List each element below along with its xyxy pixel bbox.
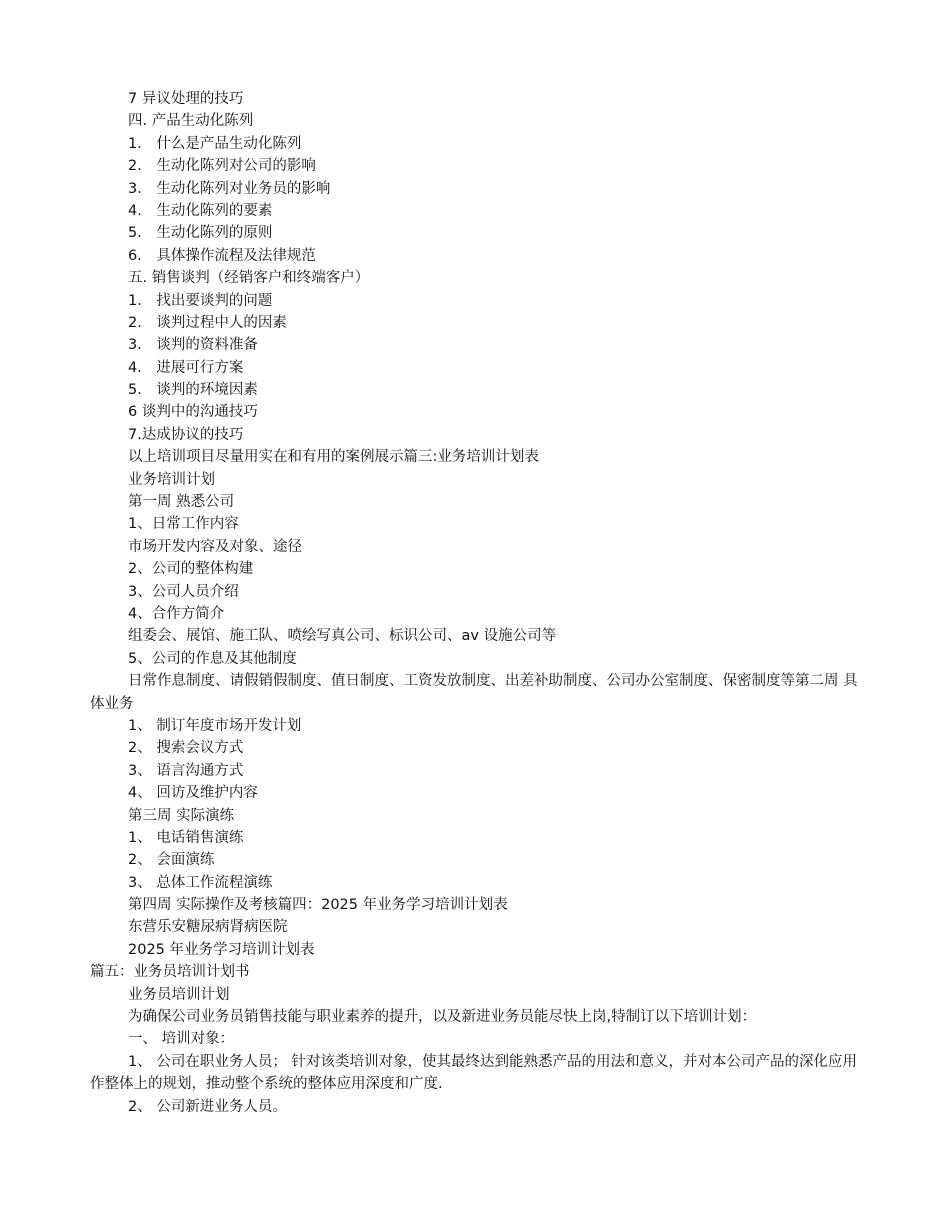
list-item: 1． 什么是产品生动化陈列 [128, 135, 302, 152]
list-item: 5、公司的作息及其他制度 [128, 650, 297, 667]
list-item: 3、 总体工作流程演练 [128, 874, 273, 891]
chapter-heading: 篇五：业务员培训计划书 [90, 964, 250, 981]
paragraph: 日常作息制度、请假销假制度、值日制度、工资发放制度、出差补助制度、公司办公室制度、保密制度等第二周 具体业务 [90, 673, 858, 712]
list-item: 3． 生动化陈列对业务员的影响 [128, 180, 331, 197]
list-item: 5． 谈判的环境因素 [128, 382, 258, 399]
list-item: 2． 生动化陈列对公司的影响 [128, 158, 316, 175]
document-title: 业务员培训计划 [128, 986, 230, 1003]
text-line: 以上培训项目尽量用实在和有用的案例展示篇三:业务培训计划表 [128, 449, 539, 466]
list-item: 4、合作方简介 [128, 605, 225, 622]
text-line: 东营乐安糖尿病肾病医院 [128, 919, 288, 936]
paragraph: 1、 公司在职业务人员； 针对该类培训对象，使其最终达到能熟悉产品的用法和意义，并对本公司产品的深化应用作整体上的规划，推动整个系统的整体应用深度和广度. [90, 1053, 857, 1093]
list-item: 4、 回访及维护内容 [128, 785, 258, 802]
list-item: 1． 找出要谈判的问题 [128, 292, 273, 309]
section-heading: 一、 培训对象： [128, 1031, 235, 1048]
list-item: 2、 会面演练 [128, 852, 215, 869]
text-line: 为确保公司业务员销售技能与职业素养的提升，以及新进业务员能尽快上岗,特制订以下培训计划： [128, 1009, 757, 1026]
text-line: 组委会、展馆、施工队、喷绘写真公司、标识公司、av 设施公司等 [128, 628, 557, 645]
list-item: 5． 生动化陈列的原则 [128, 225, 273, 242]
text-line: 7.达成协议的技巧 [128, 426, 244, 443]
list-item: 3． 谈判的资料准备 [128, 337, 258, 354]
list-item: 2、公司的整体构建 [128, 561, 254, 578]
list-item: 1、 电话销售演练 [128, 829, 244, 846]
list-item: 1、日常工作内容 [128, 516, 239, 533]
list-item: 2、 搜索会议方式 [128, 740, 244, 757]
list-item: 6． 具体操作流程及法律规范 [128, 247, 316, 264]
list-item: 3、 语言沟通方式 [128, 762, 244, 779]
text-line: 市场开发内容及对象、途径 [128, 538, 302, 555]
list-item: 4． 进展可行方案 [128, 359, 244, 376]
list-item: 2． 谈判过程中人的因素 [128, 314, 287, 331]
text-line: 2025 年业务学习培训计划表 [128, 941, 315, 958]
text-line: 7 异议处理的技巧 [128, 91, 244, 107]
section-heading: 四. 产品生动化陈列 [128, 113, 254, 130]
list-item: 1、 制订年度市场开发计划 [128, 717, 302, 734]
week-heading: 第四周 实际操作及考核篇四：2025 年业务学习培训计划表 [128, 897, 508, 914]
week-heading: 第一周 熟悉公司 [128, 494, 235, 511]
document-body [0, 88, 950, 1118]
list-item: 3、公司人员介绍 [128, 583, 239, 600]
section-heading: 五. 销售谈判（经销客户和终端客户） [128, 270, 370, 287]
text-line: 6 谈判中的沟通技巧 [128, 404, 258, 421]
list-item: 2、 公司新进业务人员。 [128, 1098, 287, 1115]
text-line: 业务培训计划 [128, 471, 215, 488]
list-item: 4． 生动化陈列的要素 [128, 202, 273, 219]
week-heading: 第三周 实际演练 [128, 807, 235, 824]
